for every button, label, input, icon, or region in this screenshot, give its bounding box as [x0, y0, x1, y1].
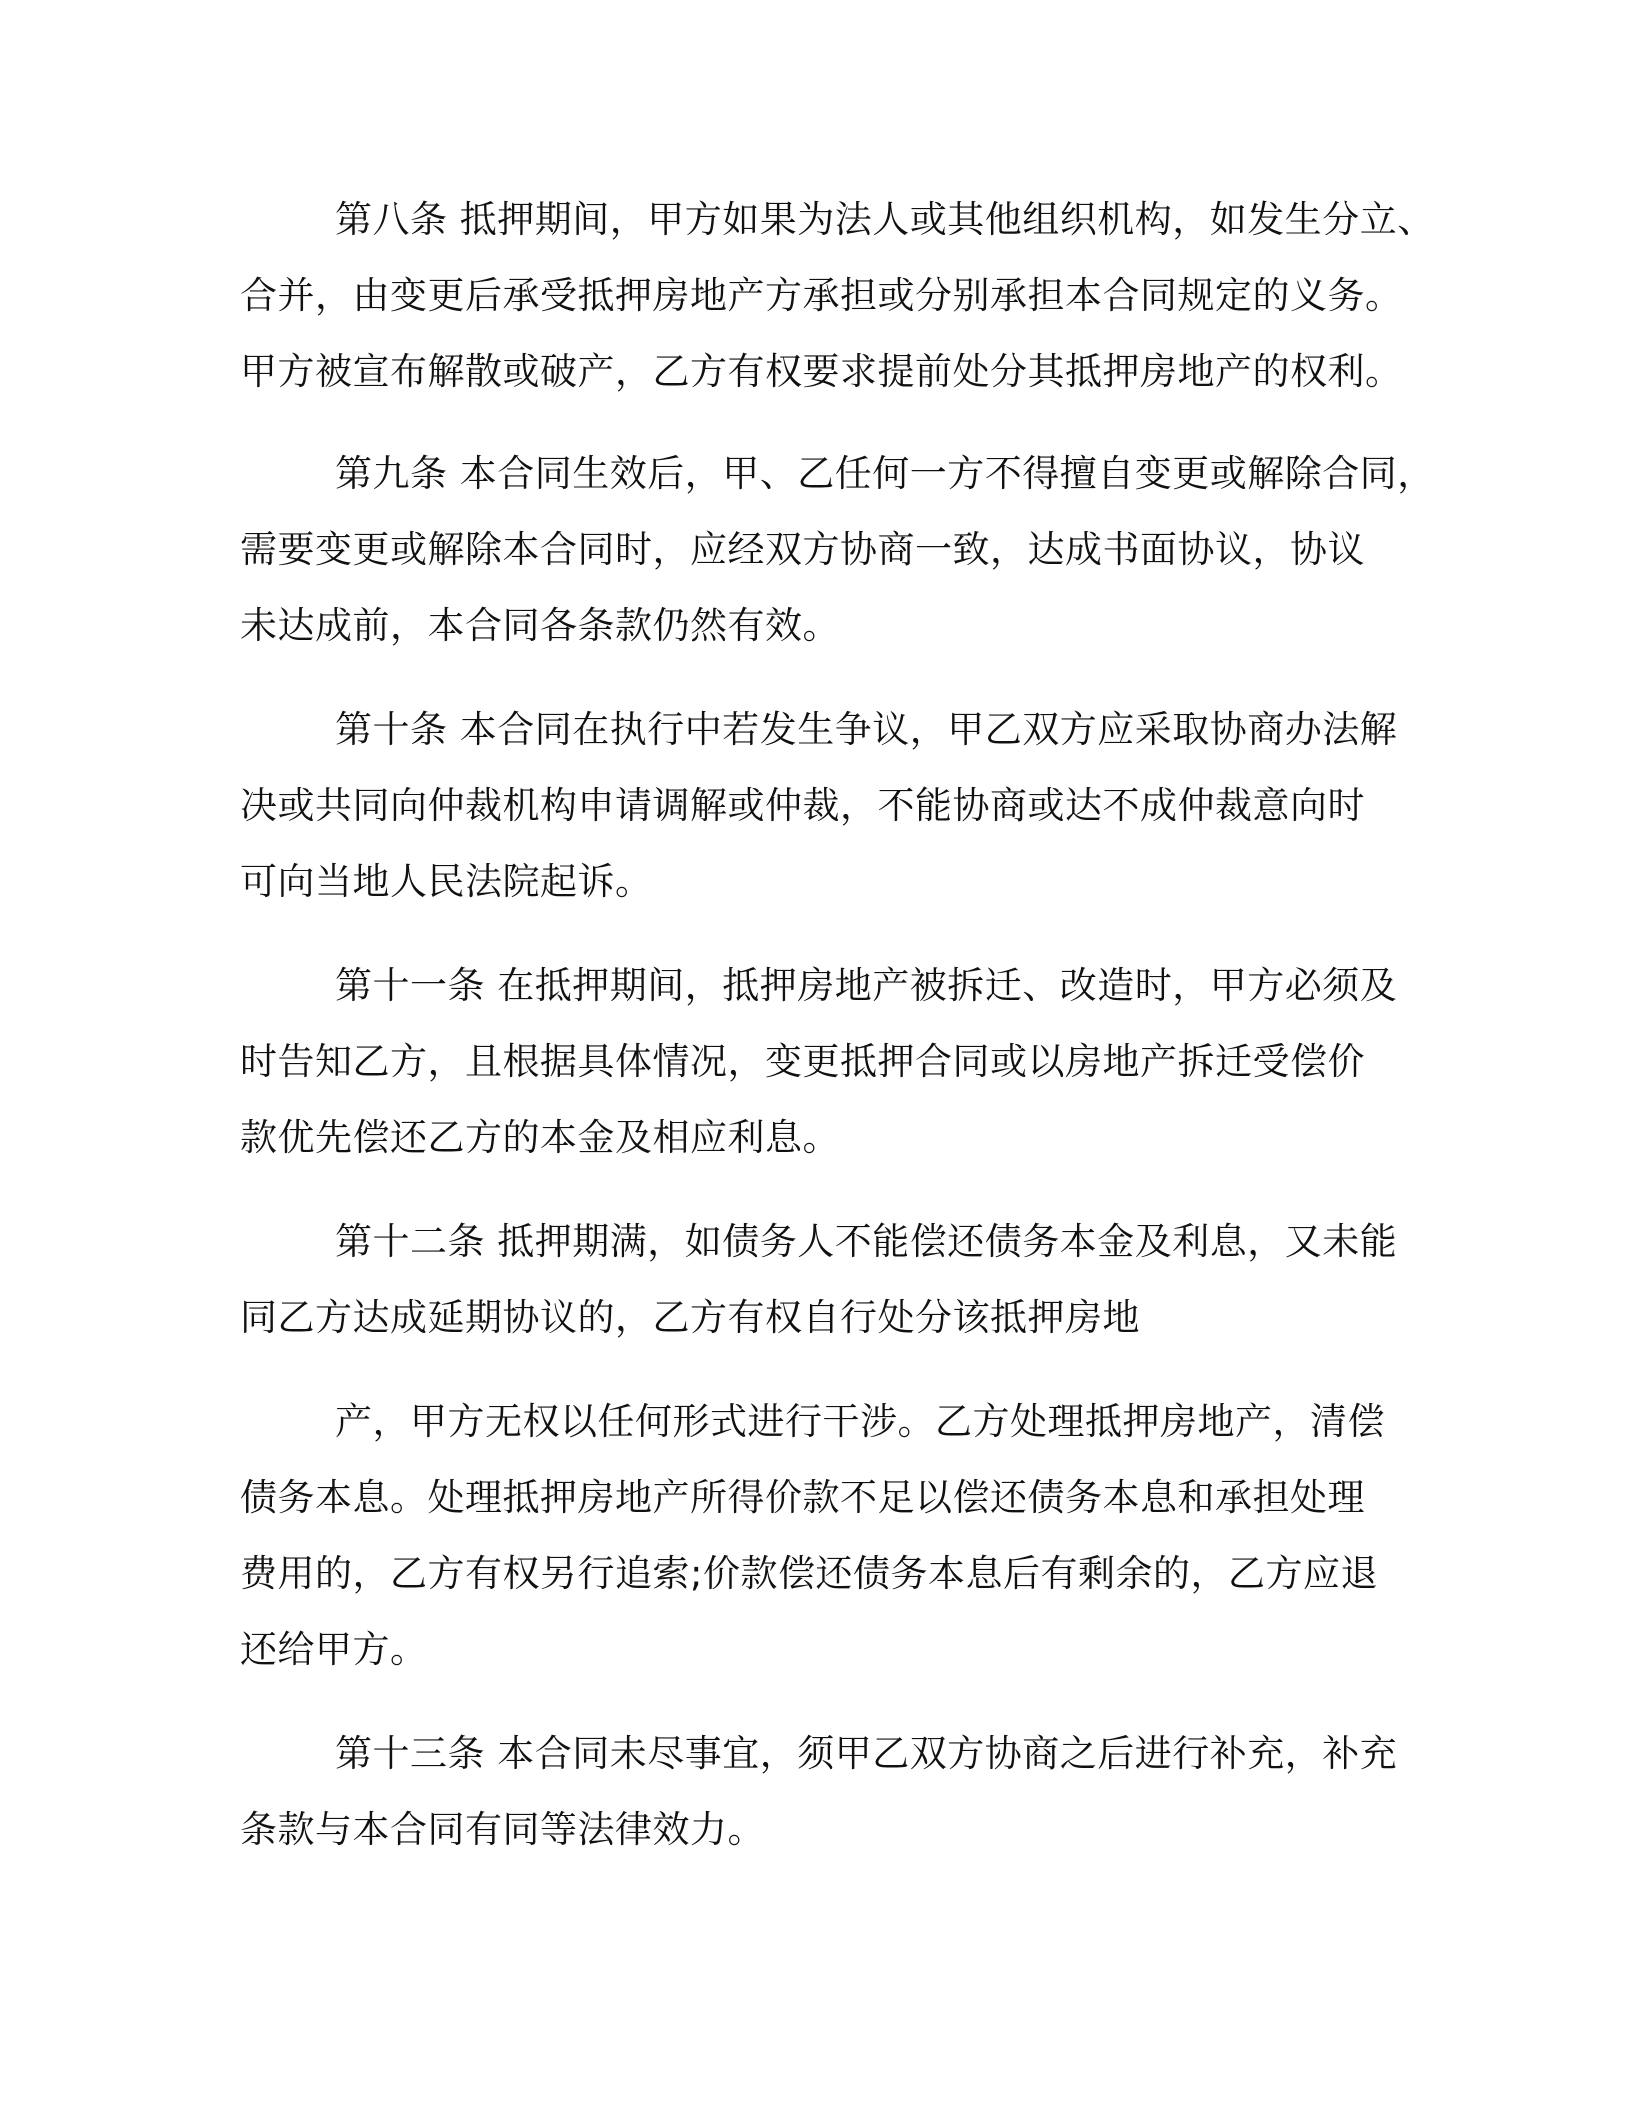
article-12-line-4: 债务本息。处理抵押房地产所得价款不足以偿还债务本息和承担处理 — [240, 1476, 1365, 1519]
article-10-line-1: 第十条 本合同在执行中若发生争议，甲乙双方应采取协商办法解 — [335, 708, 1398, 751]
article-11-line-1: 第十一条 在抵押期间，抵押房地产被拆迁、改造时，甲方必须及 — [335, 964, 1398, 1007]
article-12-line-5: 费用的，乙方有权另行追索;价款偿还债务本息后有剩余的，乙方应退 — [240, 1552, 1378, 1595]
article-12-line-3: 产，甲方无权以任何形式进行干涉。乙方处理抵押房地产，清偿 — [335, 1400, 1385, 1443]
article-10-line-3: 可向当地人民法院起诉。 — [240, 860, 653, 903]
article-11-line-2: 时告知乙方，且根据具体情况，变更抵押合同或以房地产拆迁受偿价 — [240, 1040, 1365, 1083]
article-8-line-1: 第八条 抵押期间，甲方如果为法人或其他组织机构，如发生分立、 — [335, 198, 1435, 241]
article-13-line-1: 第十三条 本合同未尽事宜，须甲乙双方协商之后进行补充，补充 — [335, 1732, 1398, 1775]
article-12-line-2: 同乙方达成延期协议的，乙方有权自行处分该抵押房地 — [240, 1296, 1140, 1339]
article-10-line-2: 决或共同向仲裁机构申请调解或仲裁，不能协商或达不成仲裁意向时 — [240, 784, 1365, 827]
article-12-line-1: 第十二条 抵押期满，如债务人不能偿还债务本金及利息，又未能 — [335, 1220, 1398, 1263]
article-12-line-6: 还给甲方。 — [240, 1628, 428, 1671]
article-9-line-2: 需要变更或解除本合同时，应经双方协商一致，达成书面协议，协议 — [240, 528, 1365, 571]
article-13-line-2: 条款与本合同有同等法律效力。 — [240, 1808, 765, 1851]
article-9-line-1: 第九条 本合同生效后，甲、乙任何一方不得擅自变更或解除合同， — [335, 452, 1435, 495]
article-8-line-2: 合并，由变更后承受抵押房地产方承担或分别承担本合同规定的义务。 — [240, 274, 1403, 317]
article-9-line-3: 未达成前，本合同各条款仍然有效。 — [240, 604, 840, 647]
article-8-line-3: 甲方被宣布解散或破产，乙方有权要求提前处分其抵押房地产的权利。 — [240, 350, 1403, 393]
article-11-line-3: 款优先偿还乙方的本金及相应利息。 — [240, 1116, 840, 1159]
